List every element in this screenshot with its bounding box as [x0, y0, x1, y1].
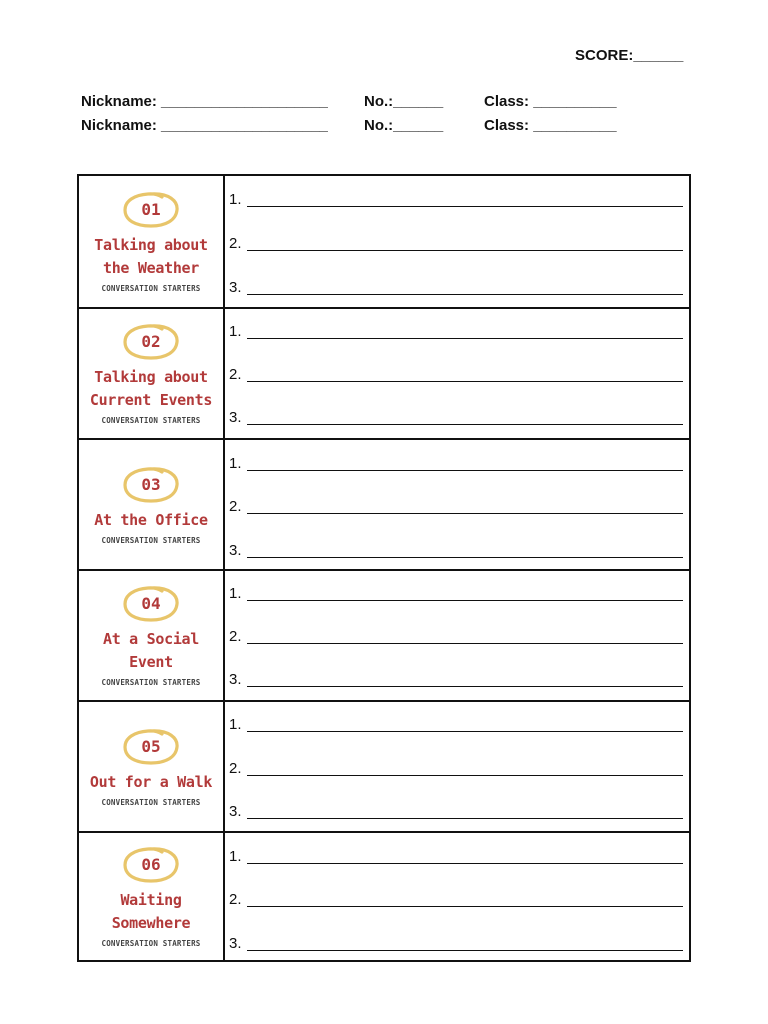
answer-line[interactable]: [229, 323, 246, 341]
topic-number-badge: [121, 727, 181, 767]
answer-line[interactable]: [229, 191, 246, 209]
answer-number: 2.: [229, 760, 242, 777]
topic-title-line: At a Social: [102, 630, 200, 648]
topic-title-line: Event: [129, 653, 173, 671]
answer-number: 3.: [229, 935, 242, 952]
answer-cell: [225, 833, 689, 960]
topic-label-cell: [79, 833, 225, 960]
answer-number: 3.: [229, 279, 242, 296]
answer-number: 1.: [229, 585, 242, 602]
nickname-field-2[interactable]: Nickname: ____________________: [81, 117, 328, 134]
topic-number: 01: [141, 200, 161, 219]
answer-number: 1.: [229, 716, 242, 733]
topic-row: [79, 307, 689, 438]
answer-blank[interactable]: [247, 600, 683, 601]
answer-blank[interactable]: [247, 818, 683, 819]
topic-number-badge: [121, 190, 181, 230]
class-field-2[interactable]: Class: __________: [484, 117, 617, 134]
answer-line[interactable]: [229, 585, 246, 603]
answer-blank[interactable]: [247, 206, 683, 207]
answer-cell: [225, 571, 689, 700]
topic-label-cell: [79, 440, 225, 569]
topic-label-cell: [79, 176, 225, 307]
topic-title-line: Out for a Walk: [89, 772, 213, 791]
answer-line[interactable]: [229, 716, 246, 734]
topic-number: 06: [141, 855, 161, 874]
answer-blank[interactable]: [247, 513, 683, 514]
answer-line[interactable]: [229, 671, 246, 689]
answer-cell: [225, 309, 689, 438]
topic-subtitle: CONVERSATION STARTERS: [101, 678, 201, 687]
topic-subtitle: CONVERSATION STARTERS: [101, 416, 201, 425]
answer-blank[interactable]: [247, 686, 683, 687]
answer-line[interactable]: [229, 803, 246, 821]
answer-blank[interactable]: [247, 863, 683, 864]
topic-title-line: Somewhere: [111, 914, 191, 932]
answer-line[interactable]: [229, 628, 246, 646]
answer-line[interactable]: [229, 848, 246, 866]
topic-subtitle: CONVERSATION STARTERS: [101, 939, 201, 948]
answer-cell: [225, 176, 689, 307]
topic-subtitle: CONVERSATION STARTERS: [101, 535, 201, 545]
answer-number: 2.: [229, 891, 242, 908]
topic-title-line: Waiting: [120, 891, 182, 909]
topic-row: [79, 831, 689, 960]
answer-number: 1.: [229, 848, 242, 865]
class-field-1[interactable]: Class: __________: [484, 93, 617, 110]
answer-cell: [225, 702, 689, 831]
answer-number: 3.: [229, 542, 242, 559]
answer-number: 1.: [229, 455, 242, 472]
topic-label-cell: [79, 702, 225, 831]
answer-number: 1.: [229, 323, 242, 340]
answer-line[interactable]: [229, 935, 246, 953]
answer-line[interactable]: [229, 498, 246, 516]
answer-line[interactable]: [229, 760, 246, 778]
answer-number: 2.: [229, 628, 242, 645]
answer-number: 1.: [229, 191, 242, 208]
topic-subtitle: CONVERSATION STARTERS: [101, 284, 201, 293]
answer-number: 3.: [229, 409, 242, 426]
topic-title-line: the Weather: [102, 259, 200, 277]
answer-line[interactable]: [229, 891, 246, 909]
topic-number: 02: [141, 332, 161, 351]
topic-number: 03: [141, 474, 161, 494]
topic-title-line: Talking about: [94, 368, 208, 386]
answer-blank[interactable]: [247, 731, 683, 732]
answer-blank[interactable]: [247, 381, 683, 382]
topic-number-badge: [121, 845, 181, 885]
topic-row: [79, 176, 689, 307]
nickname-field-1[interactable]: Nickname: ____________________: [81, 93, 328, 110]
answer-line[interactable]: [229, 542, 246, 560]
answer-number: 3.: [229, 803, 242, 820]
topic-row: [79, 700, 689, 831]
topic-title-line: Talking about: [94, 236, 208, 254]
answer-line[interactable]: [229, 235, 246, 253]
topic-label-cell: [79, 309, 225, 438]
number-field-1[interactable]: No.:______: [364, 93, 444, 110]
topic-number-badge: [121, 584, 181, 624]
answer-blank[interactable]: [247, 643, 683, 644]
topic-number: 04: [141, 594, 161, 613]
answer-number: 2.: [229, 235, 242, 252]
topic-title-line: Current Events: [89, 391, 213, 409]
topic-number-badge: [121, 322, 181, 362]
answer-line[interactable]: [229, 409, 246, 427]
answer-blank[interactable]: [247, 906, 683, 907]
answer-line[interactable]: [229, 279, 246, 297]
answer-blank[interactable]: [247, 557, 683, 558]
topic-number: 05: [141, 736, 161, 756]
answer-blank[interactable]: [247, 338, 683, 339]
answer-blank[interactable]: [247, 250, 683, 251]
answer-blank[interactable]: [247, 294, 683, 295]
topic-title-line: At the Office: [94, 510, 208, 529]
topic-number-badge: [121, 465, 181, 505]
answer-cell: [225, 440, 689, 569]
answer-blank[interactable]: [247, 950, 683, 951]
answer-blank[interactable]: [247, 470, 683, 471]
answer-number: 3.: [229, 671, 242, 688]
score-field[interactable]: SCORE:______: [575, 47, 684, 64]
worksheet-table: [77, 174, 691, 962]
topic-subtitle: CONVERSATION STARTERS: [101, 797, 201, 807]
topic-row: [79, 569, 689, 700]
topic-row: [79, 438, 689, 569]
answer-number: 2.: [229, 498, 242, 515]
topic-label-cell: [79, 571, 225, 700]
answer-line[interactable]: [229, 366, 246, 384]
answer-blank[interactable]: [247, 424, 683, 425]
number-field-2[interactable]: No.:______: [364, 117, 444, 134]
answer-blank[interactable]: [247, 775, 683, 776]
answer-line[interactable]: [229, 455, 246, 473]
answer-number: 2.: [229, 366, 242, 383]
